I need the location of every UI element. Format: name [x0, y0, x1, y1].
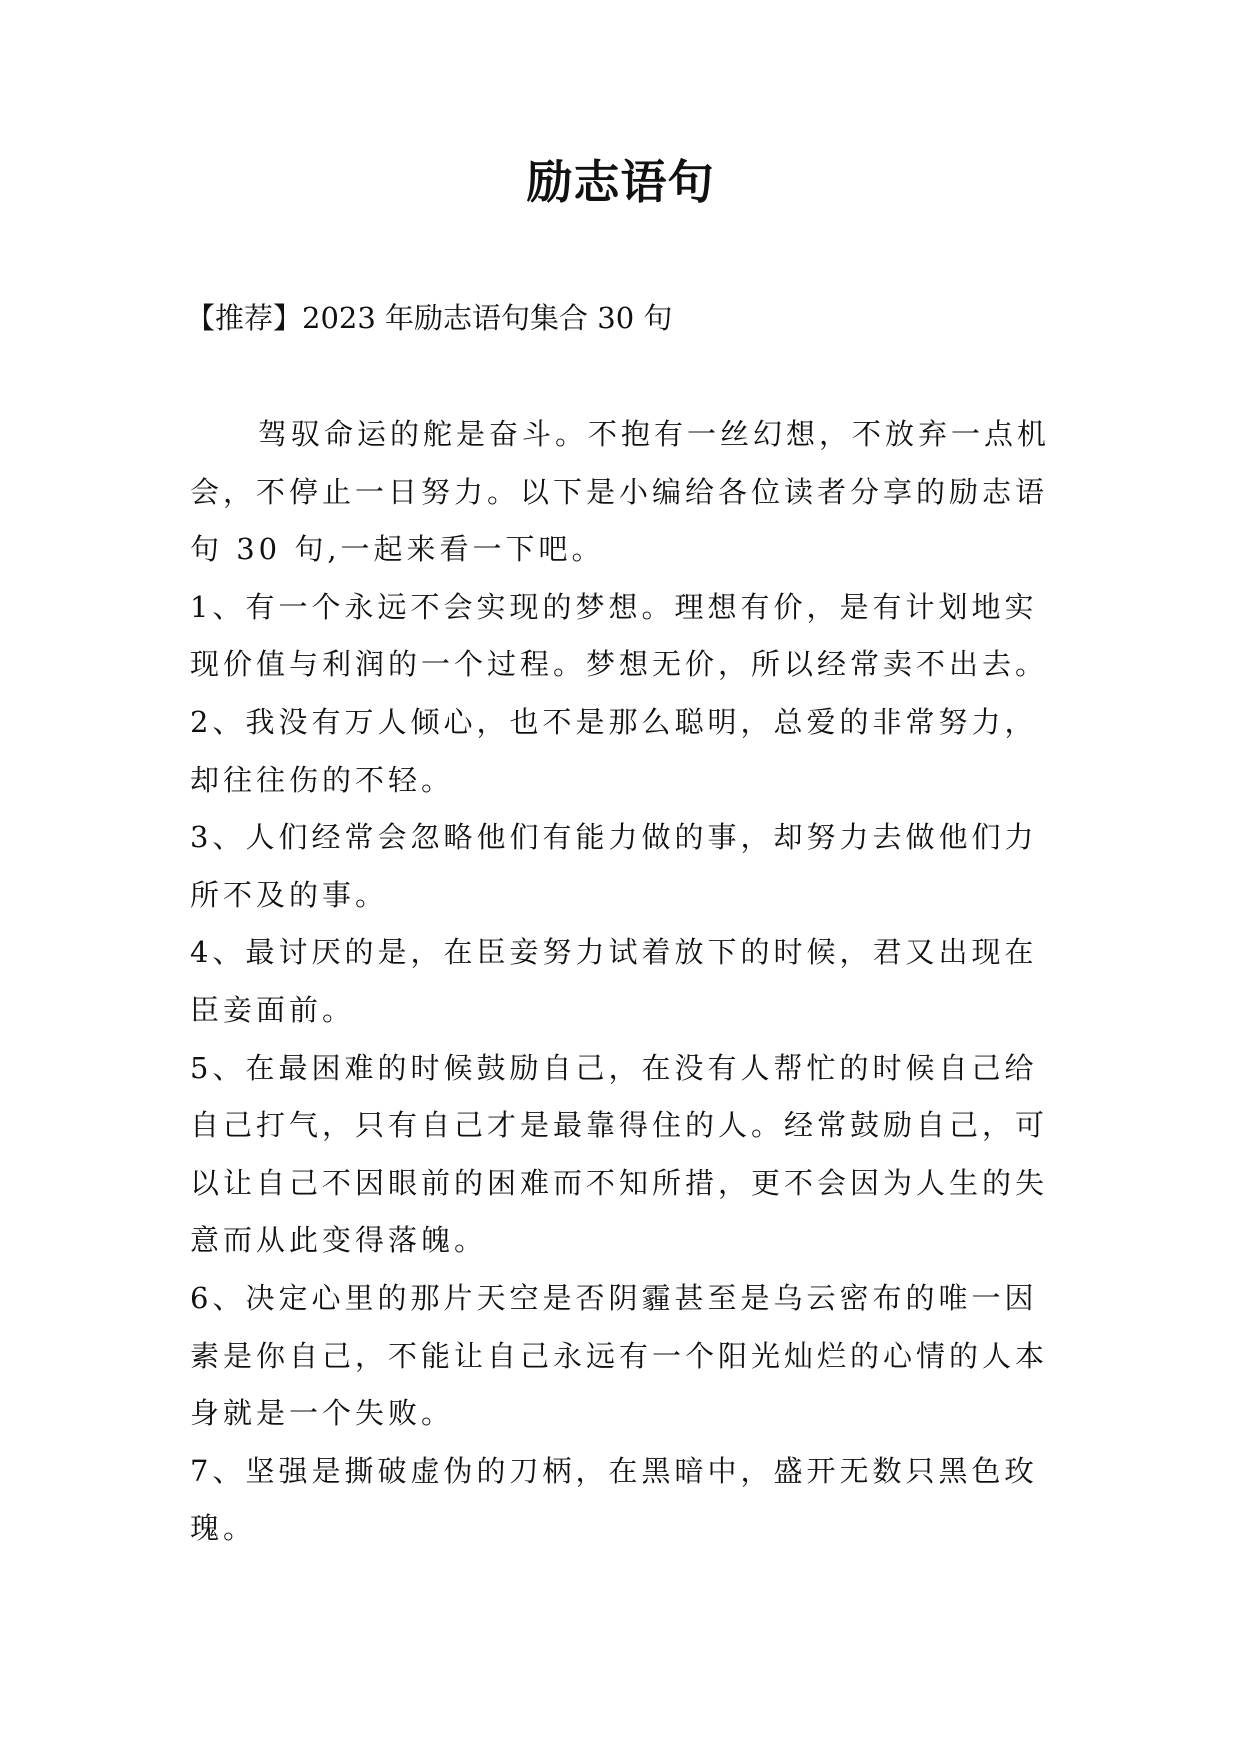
quote-item-3: 3、人们经常会忽略他们有能力做的事，却努力去做他们力所不及的事。 [190, 820, 1038, 912]
intro-paragraph: 驾驭命运的舵是奋斗。不抱有一丝幻想，不放弃一点机会，不停止一日努力。以下是小编给各位读者分享的励志语句 30 句,一起来看一下吧。 [190, 417, 1051, 567]
quote-item-2: 2、我没有万人倾心，也不是那么聪明，总爱的非常努力，却往往伤的不轻。 [190, 704, 1038, 797]
document-body [190, 406, 1065, 1558]
quote-item-6: 6、决定心里的那片天空是否阴霾甚至是乌云密布的唯一因素是你自己，不能让自己永远有一个阳光灿烂的心情的人本身就是一个失败。 [190, 1280, 1049, 1431]
quote-item-1: 1、有一个永远不会实现的梦想。理想有价，是有计划地实现价值与利润的一个过程。梦想无价，所以经常卖不出去。 [190, 589, 1049, 682]
quote-item-7: 7、坚强是撕破虚伪的刀柄，在黑暗中，盛开无数只黑色玫瑰。 [190, 1453, 1038, 1546]
document-subtitle: 【推荐】2023 年励志语句集合 30 句 [186, 301, 673, 335]
quote-item-5: 5、在最困难的时候鼓励自己，在没有人帮忙的时候自己给自己打气，只有自己才是最靠得住的人。经常鼓励自己，可以让自己不因眼前的困难而不知所措，更不会因为人生的失意而从此变得落魄。 [190, 1050, 1049, 1258]
document-title: 励志语句 [526, 155, 715, 209]
quote-item-4: 4、最讨厌的是，在臣妾努力试着放下的时候，君又出现在臣妾面前。 [190, 935, 1038, 1027]
